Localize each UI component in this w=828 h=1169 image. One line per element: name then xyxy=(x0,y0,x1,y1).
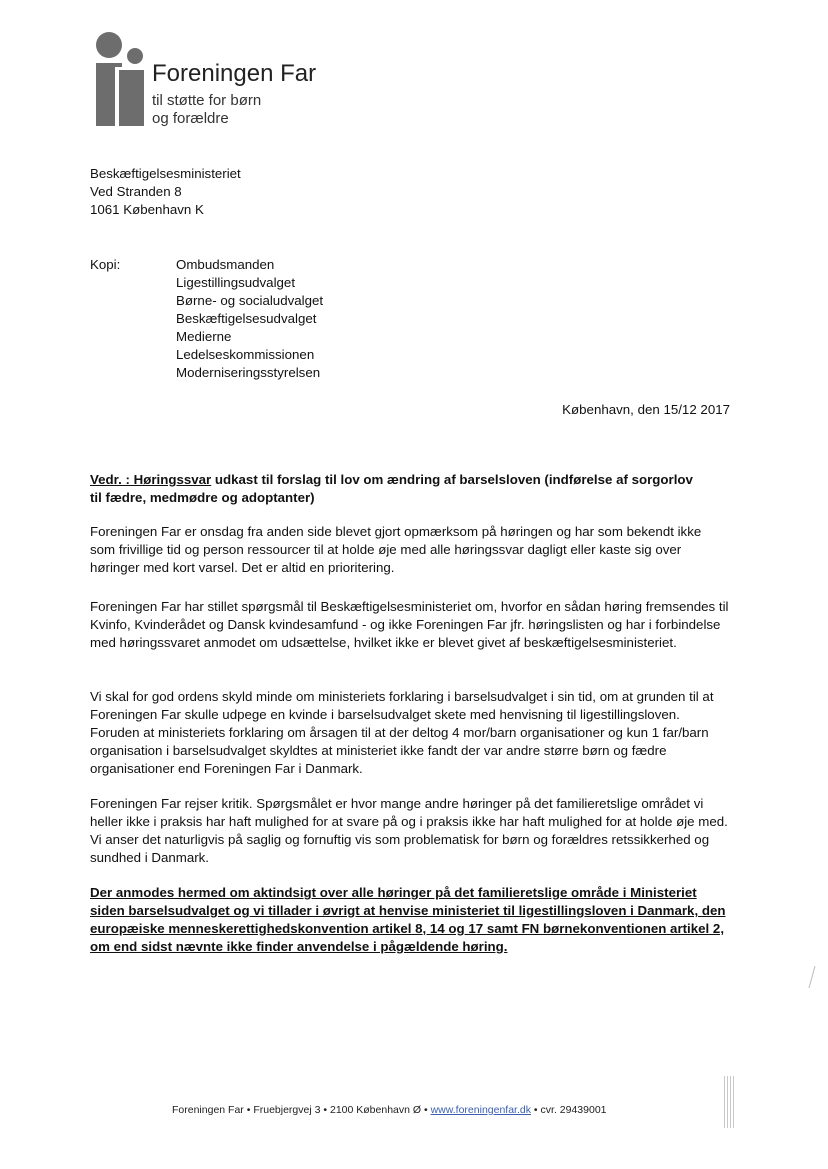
footer-separator: • xyxy=(423,1104,428,1116)
body-paragraph-1: Foreningen Far er onsdag fra anden side blevet gjort opmærksom på høringen og har som bekendt ikke som frivillige tid og person ressourcer til at holde øje med alle høringssvar dagligt eller kaste sig over høringer med kort varsel. Det er altid en prioritering. xyxy=(90,524,702,575)
copy-item: Moderniseringsstyrelsen xyxy=(176,365,321,380)
recipient-line2: Ved Stranden 8 xyxy=(90,184,182,199)
footer-separator: • xyxy=(246,1104,251,1116)
body-paragraph-3: Vi skal for god ordens skyld minde om ministeriets forklaring i barselsudvalget i sin tid, om at grunden til at Foreningen Far skulle udpege en kvinde i barselsudvalget skete med henvisning til ligestillingsloven. Foruden at ministeriets forklaring om årsagen til at der deltog 4 mor/barn organisationer og kun 1 far/barn organisation i barselsudvalget skyldtes at ministeriet ikke fandt der var andre større børn og fædre organisationer end Foreningen Far i Danmark. xyxy=(90,689,714,776)
copy-item: Børne- og socialudvalget xyxy=(176,293,324,308)
letter-date: København, den 15/12 2017 xyxy=(562,402,730,417)
footer-separator: • xyxy=(323,1104,328,1116)
footer-org: Foreningen Far xyxy=(172,1104,244,1116)
footer xyxy=(172,1104,607,1116)
logo-figures-icon xyxy=(92,30,158,126)
footer-address: Fruebjergvej 3 xyxy=(253,1104,321,1116)
recipient-line1: Beskæftigelsesministeriet xyxy=(90,166,241,181)
footer-separator: • xyxy=(533,1104,538,1116)
footer-website-link[interactable]: www.foreningenfar.dk xyxy=(430,1104,531,1116)
logo-tagline-line1: til støtte for børn xyxy=(152,92,262,109)
footer-city: 2100 København Ø xyxy=(329,1104,422,1116)
copy-list xyxy=(176,256,323,382)
logo-tagline-line2: og forældre xyxy=(152,110,229,127)
logo-tagline xyxy=(152,92,261,128)
subject-prefix: Vedr. : Høringssvar xyxy=(90,472,212,487)
logo-name: Foreningen Far xyxy=(152,60,317,87)
body-paragraph-4: Foreningen Far rejser kritik. Spørgsmålet er hvor mange andre høringer på det familieretslige området vi heller ikke i praksis har haft mulighed for at svare på og i praksis ikke har haft mulighed for at holde øje med. Vi anser det naturligvis på saglig og fornuftig vis som problematisk for børn og forældres retssikkerhed og sundhed i Danmark. xyxy=(90,796,728,865)
copy-label: Kopi: xyxy=(90,257,121,272)
body-paragraph-5-request: Der anmodes hermed om aktindsigt over alle høringer på det familieretslige område i Ministeriet siden barselsudvalget og vi tillader i øvrigt at henvise ministeriet til ligestillingsloven i Danmark, den europæiske menneskerettighedskonvention artikel 8, 14 og 17 samt FN børnekonventionen artikel 2, om end sidst nævnte ikke finder anvendelse i pågældende høring. xyxy=(90,885,726,954)
copy-item: Beskæftigelsesudvalget xyxy=(176,311,317,326)
recipient-line3: 1061 København K xyxy=(90,202,204,217)
scan-artifact-mark xyxy=(808,966,816,988)
copy-item: Ledelseskommissionen xyxy=(176,347,315,362)
footer-cvr: cvr. 29439001 xyxy=(540,1104,607,1116)
recipient-address xyxy=(90,165,241,219)
body-paragraph-2: Foreningen Far har stillet spørgsmål til Beskæftigelsesministeriet om, hvorfor en sådan høring fremsendes til Kvinfo, Kvinderådet og Dansk kvindesamfund - og ikke Foreningen Far jfr. høringslisten og har i forbindelse med høringssvaret anmodet om udsættelse, hvilket ikke er blevet givet af beskæftigelsesministeriet. xyxy=(90,599,729,650)
copy-item: Medierne xyxy=(176,329,232,344)
subject-text: udkast til forslag til lov om ændring af barselsloven (indførelse af sorgorlov til fædre, medmødre og adoptanter) xyxy=(90,472,693,505)
subject-line xyxy=(90,471,700,507)
logo xyxy=(92,30,352,130)
copy-item: Ombudsmanden xyxy=(176,257,275,272)
copy-item: Ligestillingsudvalget xyxy=(176,275,296,290)
scan-artifact-lines xyxy=(724,1076,734,1128)
